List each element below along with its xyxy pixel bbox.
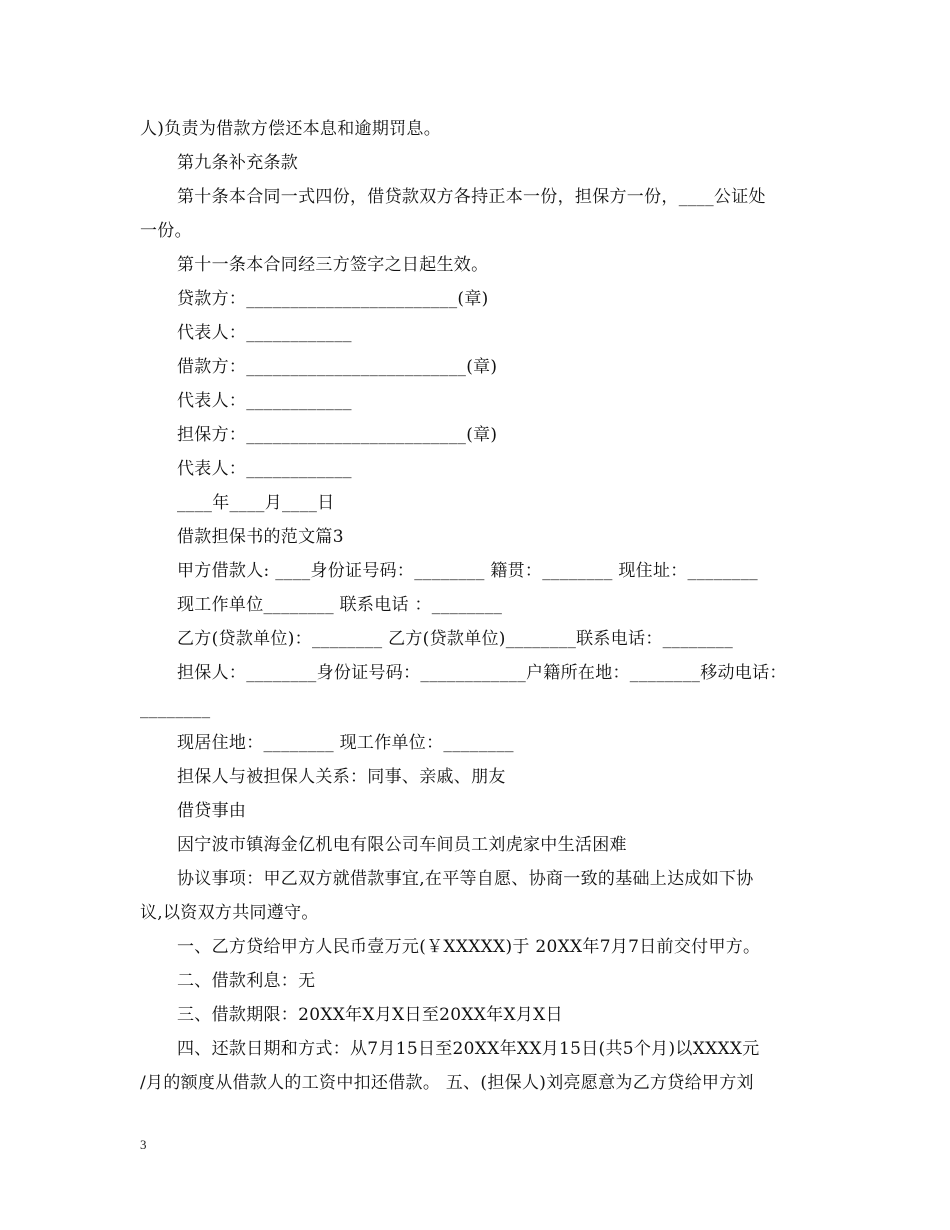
text-line: 一份。 xyxy=(140,221,192,241)
text-line: 借贷事由 xyxy=(177,801,247,821)
text-line: 三、借款期限：20XX年X月X日至20XX年X月X日 xyxy=(177,1005,563,1025)
text-line: 第十条本合同一式四份，借贷款双方各持正本一份，担保方一份，____公证处 xyxy=(177,187,766,207)
text-line: 四、还款日期和方式：从7月15日至20XX年XX月15日(共5个月)以XXXX元 xyxy=(177,1039,760,1059)
text-line: 第九条补充条款 xyxy=(177,153,299,173)
section-heading: 借款担保书的范文篇3 xyxy=(177,527,344,547)
text-line: 代表人：____________ xyxy=(177,391,352,411)
text-line: ____年____月____日 xyxy=(177,493,335,513)
text-line: 现居住地：________ 现工作单位：________ xyxy=(177,733,514,753)
text-line: 担保人：________身份证号码：____________户籍所在地：________移动电话： xyxy=(177,663,787,683)
text-line: 甲方借款人: ____身份证号码：________ 籍贯：________ 现住址：________ xyxy=(177,561,758,581)
text-line: 乙方(贷款单位)：________ 乙方(贷款单位)________联系电话：________ xyxy=(177,629,734,649)
text-line: 人)负责为借款方偿还本息和逾期罚息。 xyxy=(140,119,442,139)
text-line: 借款方：_________________________(章) xyxy=(177,357,498,377)
text-line: 代表人：____________ xyxy=(177,323,352,343)
text-line: ________ xyxy=(140,699,211,719)
text-line: 代表人：____________ xyxy=(177,459,352,479)
text-line: 议,以资双方共同遵守。 xyxy=(140,903,319,923)
page-number: 3 xyxy=(140,1137,147,1152)
text-line: 协议事项：甲乙双方就借款事宜,在平等自愿、协商一致的基础上达成如下协 xyxy=(177,869,754,889)
text-line: 贷款方：________________________(章) xyxy=(177,289,489,309)
text-line: 一、乙方贷给甲方人民币壹万元(￥XXXXX)于 20XX年7月7日前交付甲方。 xyxy=(177,937,761,957)
text-line: 因宁波市镇海金亿机电有限公司车间员工刘虎家中生活困难 xyxy=(177,835,627,855)
text-line: /月的额度从借款人的工资中扣还借款。 五、(担保人)刘亮愿意为乙方贷给甲方刘 xyxy=(140,1073,754,1093)
text-line: 现工作单位________ 联系电话 ：________ xyxy=(177,595,503,615)
text-line: 担保方：_________________________(章) xyxy=(177,425,498,445)
text-line: 二、借款利息：无 xyxy=(177,971,316,991)
text-line: 担保人与被担保人关系：同事、亲戚、朋友 xyxy=(177,767,506,787)
text-line: 第十一条本合同经三方签字之日起生效。 xyxy=(177,255,489,275)
